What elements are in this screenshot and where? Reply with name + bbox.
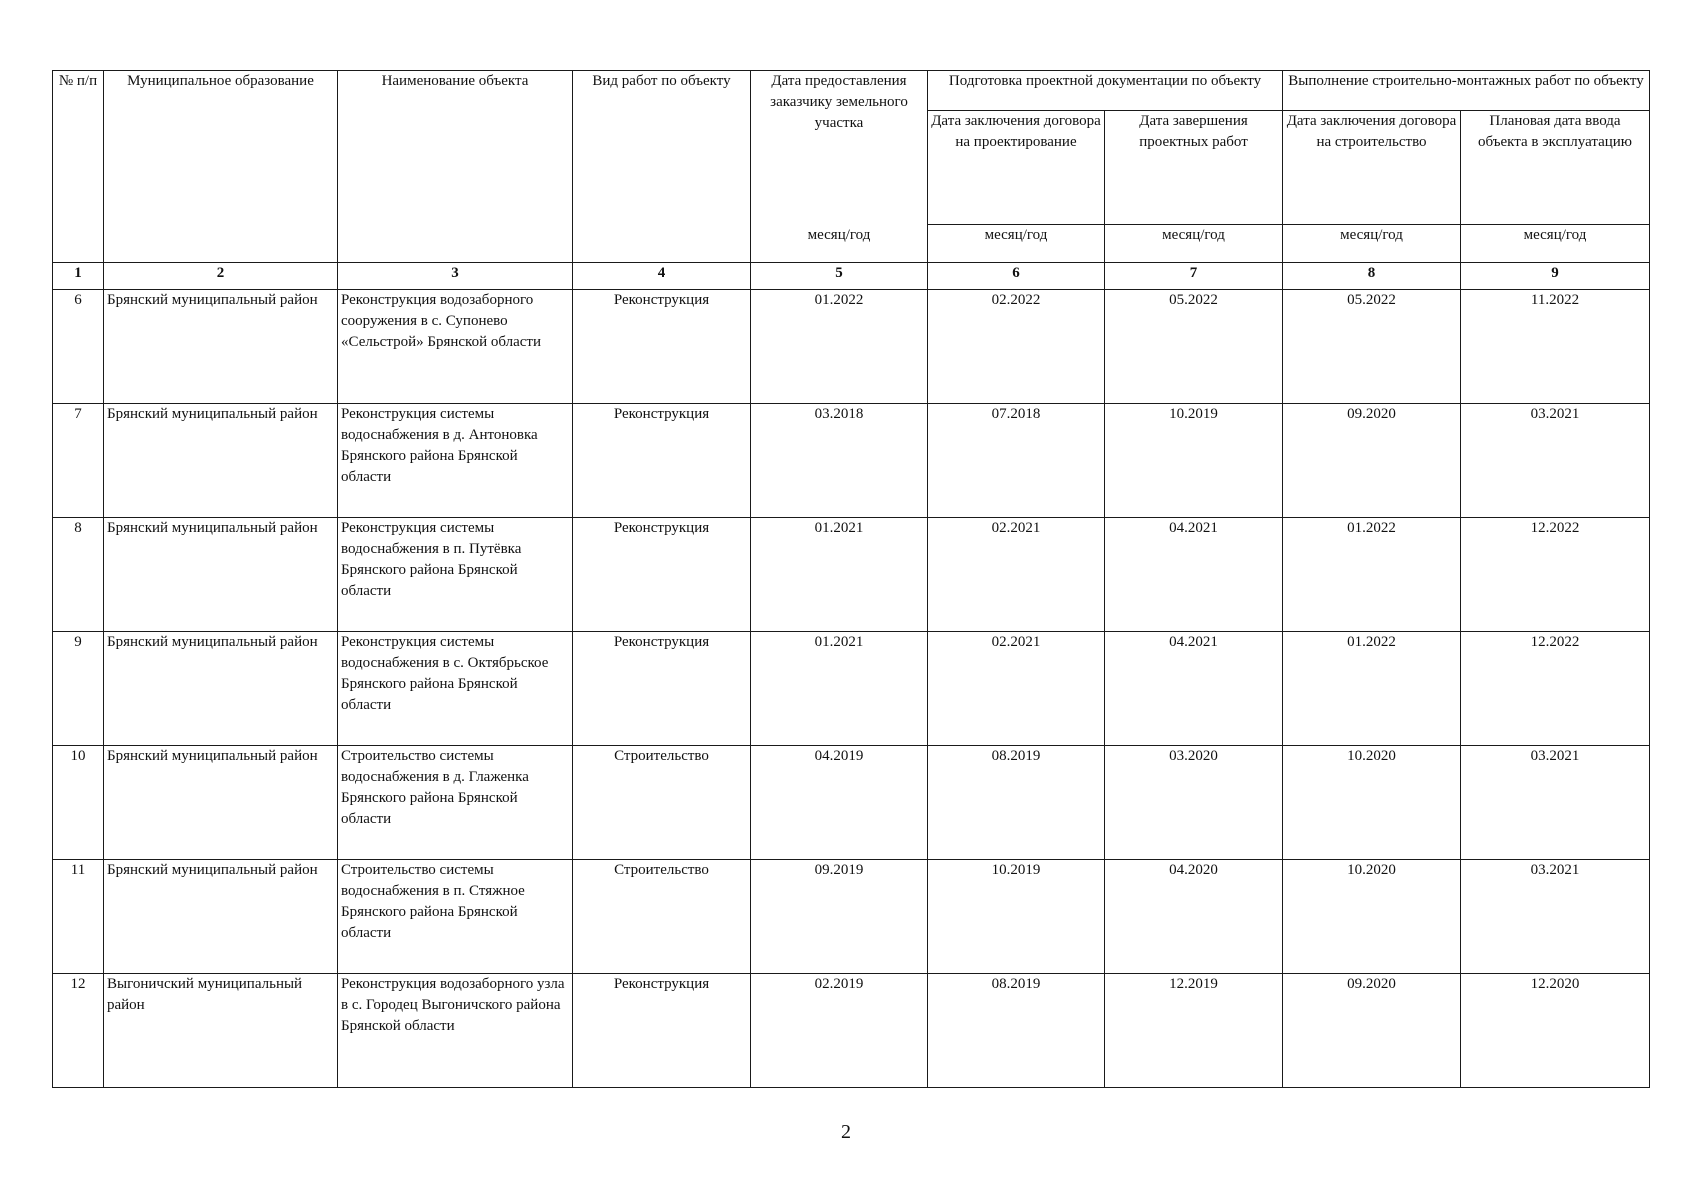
- header-land-date: Дата предоставления заказчику земельного участка: [751, 71, 928, 225]
- row-design-contract-date: 02.2022: [928, 290, 1105, 404]
- row-commission-date: 12.2022: [1461, 632, 1650, 746]
- row-design-done-date: 05.2022: [1105, 290, 1283, 404]
- row-municipality: Брянский муниципальный район: [104, 404, 338, 518]
- unit-label: месяц/год: [928, 225, 1105, 263]
- header-build-group: Выполнение строительно-монтажных работ по объекту: [1283, 71, 1650, 111]
- row-build-contract-date: 10.2020: [1283, 860, 1461, 974]
- header-commission: Плановая дата ввода объекта в эксплуатацию: [1461, 111, 1650, 225]
- row-commission-date: 12.2022: [1461, 518, 1650, 632]
- row-municipality: Брянский муниципальный район: [104, 746, 338, 860]
- column-number: 6: [928, 263, 1105, 290]
- row-land-date: 04.2019: [751, 746, 928, 860]
- row-number: 11: [53, 860, 104, 974]
- row-design-contract-date: 10.2019: [928, 860, 1105, 974]
- row-build-contract-date: 05.2022: [1283, 290, 1461, 404]
- row-object-name: Реконструкция водозаборного сооружения в с. Супонево «Сельстрой» Брянской области: [338, 290, 573, 404]
- row-municipality: Брянский муниципальный район: [104, 290, 338, 404]
- column-number: 5: [751, 263, 928, 290]
- row-design-contract-date: 02.2021: [928, 518, 1105, 632]
- row-build-contract-date: 01.2022: [1283, 632, 1461, 746]
- table-row: [53, 290, 1650, 404]
- row-work-type: Реконструкция: [573, 974, 751, 1088]
- row-object-name: Реконструкция системы водоснабжения в д. Антоновка Брянского района Брянской области: [338, 404, 573, 518]
- row-object-name: Реконструкция системы водоснабжения в п. Путёвка Брянского района Брянской области: [338, 518, 573, 632]
- row-work-type: Реконструкция: [573, 290, 751, 404]
- unit-label: месяц/год: [1461, 225, 1650, 263]
- row-work-type: Реконструкция: [573, 632, 751, 746]
- table-row: [53, 974, 1650, 1088]
- row-number: 6: [53, 290, 104, 404]
- column-number: 9: [1461, 263, 1650, 290]
- header-design-group: Подготовка проектной документации по объекту: [928, 71, 1283, 111]
- row-design-contract-date: 08.2019: [928, 746, 1105, 860]
- row-number: 8: [53, 518, 104, 632]
- row-design-contract-date: 02.2021: [928, 632, 1105, 746]
- header-design-contract: Дата заключения договора на проектирование: [928, 111, 1105, 225]
- row-commission-date: 03.2021: [1461, 746, 1650, 860]
- row-municipality: Брянский муниципальный район: [104, 860, 338, 974]
- row-build-contract-date: 10.2020: [1283, 746, 1461, 860]
- header-object-name: Наименование объекта: [338, 71, 573, 263]
- row-number: 9: [53, 632, 104, 746]
- header-municipality: Муниципальное образование: [104, 71, 338, 263]
- row-number: 10: [53, 746, 104, 860]
- row-design-done-date: 04.2020: [1105, 860, 1283, 974]
- row-build-contract-date: 09.2020: [1283, 404, 1461, 518]
- table-row: [53, 746, 1650, 860]
- row-commission-date: 03.2021: [1461, 404, 1650, 518]
- column-number: 4: [573, 263, 751, 290]
- row-commission-date: 11.2022: [1461, 290, 1650, 404]
- row-municipality: Брянский муниципальный район: [104, 632, 338, 746]
- row-commission-date: 12.2020: [1461, 974, 1650, 1088]
- row-land-date: 01.2022: [751, 290, 928, 404]
- column-number: 7: [1105, 263, 1283, 290]
- header-work-type: Вид работ по объекту: [573, 71, 751, 263]
- row-object-name: Строительство системы водоснабжения в д. Глаженка Брянского района Брянской области: [338, 746, 573, 860]
- row-work-type: Реконструкция: [573, 404, 751, 518]
- unit-label: месяц/год: [1105, 225, 1283, 263]
- row-build-contract-date: 09.2020: [1283, 974, 1461, 1088]
- column-number: 8: [1283, 263, 1461, 290]
- row-design-done-date: 04.2021: [1105, 518, 1283, 632]
- header-num: № п/п: [53, 71, 104, 263]
- unit-label: месяц/год: [751, 225, 928, 263]
- row-object-name: Строительство системы водоснабжения в п. Стяжное Брянского района Брянской области: [338, 860, 573, 974]
- unit-label: месяц/год: [1283, 225, 1461, 263]
- row-design-done-date: 04.2021: [1105, 632, 1283, 746]
- table-row: [53, 632, 1650, 746]
- table-row: [53, 518, 1650, 632]
- row-design-done-date: 10.2019: [1105, 404, 1283, 518]
- column-number: 3: [338, 263, 573, 290]
- row-commission-date: 03.2021: [1461, 860, 1650, 974]
- header-build-contract: Дата заключения договора на строительство: [1283, 111, 1461, 225]
- row-work-type: Строительство: [573, 746, 751, 860]
- header-design-done: Дата завершения проектных работ: [1105, 111, 1283, 225]
- row-object-name: Реконструкция системы водоснабжения в с. Октябрьское Брянского района Брянской области: [338, 632, 573, 746]
- row-municipality: Брянский муниципальный район: [104, 518, 338, 632]
- row-land-date: 03.2018: [751, 404, 928, 518]
- row-land-date: 02.2019: [751, 974, 928, 1088]
- row-land-date: 01.2021: [751, 632, 928, 746]
- row-number: 12: [53, 974, 104, 1088]
- projects-table: [52, 70, 1650, 1088]
- row-land-date: 01.2021: [751, 518, 928, 632]
- row-municipality: Выгоничский муниципальный район: [104, 974, 338, 1088]
- row-build-contract-date: 01.2022: [1283, 518, 1461, 632]
- row-number: 7: [53, 404, 104, 518]
- row-design-contract-date: 08.2019: [928, 974, 1105, 1088]
- column-number: 1: [53, 263, 104, 290]
- row-land-date: 09.2019: [751, 860, 928, 974]
- page-number: 2: [841, 1121, 851, 1143]
- row-design-done-date: 12.2019: [1105, 974, 1283, 1088]
- row-design-done-date: 03.2020: [1105, 746, 1283, 860]
- row-object-name: Реконструкция водозаборного узла в с. Городец Выгоничского района Брянской области: [338, 974, 573, 1088]
- table-row: [53, 404, 1650, 518]
- column-number: 2: [104, 263, 338, 290]
- row-design-contract-date: 07.2018: [928, 404, 1105, 518]
- table-row: [53, 860, 1650, 974]
- column-number-row: [53, 263, 1650, 290]
- row-work-type: Реконструкция: [573, 518, 751, 632]
- row-work-type: Строительство: [573, 860, 751, 974]
